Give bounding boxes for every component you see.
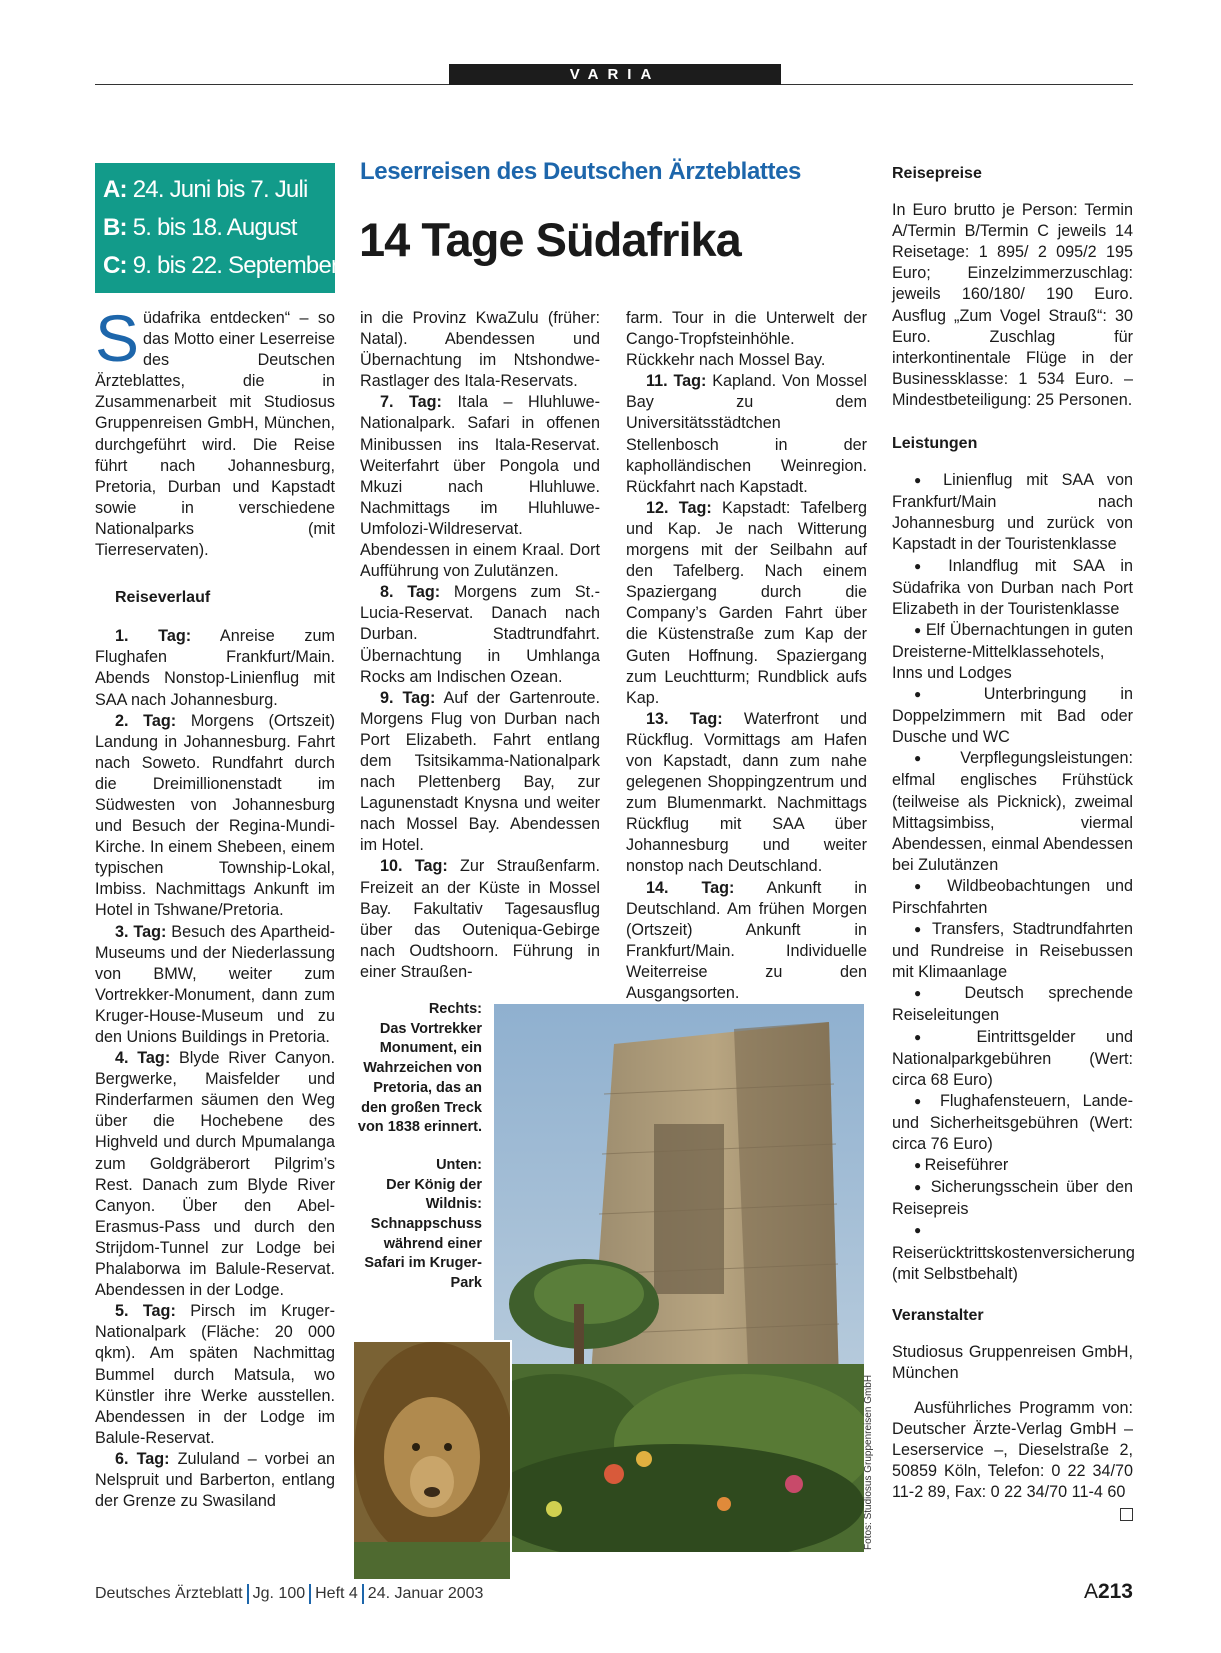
organizer-name: Studiosus Gruppenreisen GmbH, München xyxy=(892,1342,1133,1382)
service-item: ● Reiseführer xyxy=(892,1155,1133,1177)
caption-below-text: Der König der Wildnis: Schnappschuss während einer Safari im Kruger-Park xyxy=(364,1176,482,1292)
footer-separator xyxy=(362,1584,364,1604)
footer xyxy=(95,1584,483,1604)
photo-credit: Fotos: Studiosus Gruppenreisen GmbH xyxy=(863,1374,874,1550)
day-6: 6. Tag: Zululand – vorbei an Nelspruit und Barberton, entlang der Grenze zu Swasiland xyxy=(95,1449,336,1511)
footer-separator xyxy=(309,1584,311,1604)
service-item: ● Elf Übernachtungen in guten Dreisterne-Mittelklassehotels, Inns und Lodges xyxy=(892,620,1133,684)
service-item: ● Transfers, Stadtrundfahrten und Rundreise in Reisebussen mit Klimaanlage xyxy=(892,919,1133,983)
day-4: 4. Tag: Blyde River Canyon. Bergwerke, Maisfelder und Rinderfarmen säumen den Weg über die Hochebene des Highveld und durch Mpumalanga zum Goldgräberort Pilgrim’s Rest. Danach zum Blyde River Canyon. Über den Abel-Erasmus-Pass und durch den Strijdom-Tunnel zur Lodge bei Phalaborwa im Balule-Reservat. Abendessen in der Lodge. xyxy=(95,1049,336,1300)
service-item: ● Wildbeobachtungen und Pirschfahrten xyxy=(892,876,1133,919)
caption-right-text: Das Vortrekker Monument, ein Wahrzeichen von Pretoria, das an den großen Treck von 1838 erinnert. xyxy=(357,1020,482,1136)
drop-cap: S xyxy=(95,301,140,375)
service-item: ● Eintrittsgelder und Nationalparkgebühren (Wert: circa 68 Euro) xyxy=(892,1027,1133,1091)
section-label: VARIA xyxy=(449,64,781,85)
service-item: ● Reiserücktrittskostenversicherung (mit Selbstbehalt) xyxy=(892,1220,1133,1284)
service-item: ● Flughafensteuern, Lande- und Sicherheitsgebühren (Wert: circa 76 Euro) xyxy=(892,1091,1133,1155)
organizer-contact: Ausführliches Programm von: Deutscher Ärzte-Verlag GmbH – Leserservice –, Dieselstraße 2, 50859 Köln, Telefon: 0 22 34/70 11-2 89, Fax: 0 22 34/70 11-4 60 xyxy=(892,1398,1133,1503)
column-3 xyxy=(626,308,867,1004)
info-column xyxy=(892,163,1133,1521)
day-6-continued: in die Provinz KwaZulu (früher: Natal). Abendessen und Übernachtung im Ntshondwe-Rastlager des Itala-Reservats. xyxy=(360,309,600,391)
day-2: 2. Tag: Morgens (Ortszeit) Landung in Johannesburg. Fahrt nach Soweto. Rundfahrt durch die Dreimillionenstadt im Südwesten von Johannesburg und Besuch der Regina-Mundi-Kirche. In einem Shebeen, einem typischen Township-Lokal, Imbiss. Nachmittags Ankunft im Hotel in Tshwane/Pretoria. xyxy=(95,711,336,920)
caption-right-label: Rechts: xyxy=(428,1001,482,1017)
date-row-c: C: 9. bis 22. September xyxy=(103,252,339,279)
article-kicker: Leserreisen des Deutschen Ärzteblattes xyxy=(360,158,801,185)
column-1 xyxy=(95,301,336,1512)
footer-separator xyxy=(247,1584,249,1604)
vortrekker-monument-photo xyxy=(494,1004,864,1552)
photo-caption xyxy=(352,1000,482,1294)
service-item: ● Linienflug mit SAA von Frankfurt/Main nach Johannesburg und zurück von Kapstadt in der Touristenklasse xyxy=(892,470,1133,555)
day-13: 13. Tag: Waterfront und Rückflug. Vormittags am Hafen von Kapstadt, dann zum nahe gelegenen Shoppingzentrum und zum Blumenmarkt. Nachmittags Rückflug mit SAA über Johannesburg und weiter nonstop nach Deutschland. xyxy=(626,709,867,876)
intro-paragraph: Südafrika entdecken“ – so das Motto einer Leserreise des Deutschen Ärzteblattes, die in Zusammenarbeit mit Studiosus Gruppenreisen GmbH, München, durchgeführt wird. Die Reise führt nach Johannesburg, Pretoria, Durban und Kapstadt sowie in verschiedene Nationalparks (mit Tierreservaten). xyxy=(95,301,335,560)
itinerary-heading: Reiseverlauf xyxy=(115,589,211,607)
prices-heading: Reisepreise xyxy=(892,165,982,182)
service-item: ● Unterbringung in Doppelzimmern mit Bad oder Dusche und WC xyxy=(892,684,1133,748)
column-2 xyxy=(360,308,600,983)
service-item: ● Verpflegungsleistungen: elfmal englisches Frühstück (teilweise als Picknick), zweimal Mittagsimbiss, viermal Abendessen, einmal Abendessen bei Zulutänzen xyxy=(892,748,1133,876)
day-10-continued: farm. Tour in die Unterwelt der Cango-Tropfsteinhöhle. Rückkehr nach Mossel Bay. xyxy=(626,309,867,370)
day-1: 1. Tag: Anreise zum Flughafen Frankfurt/Main. Abends Nonstop-Linienflug mit SAA nach Johannesburg. xyxy=(95,627,336,709)
day-12: 12. Tag: Kapstadt: Tafelberg und Kap. Je nach Witterung morgens mit der Seilbahn auf den Tafelberg. Nach einem Spaziergang durch die Company’s Garden Fahrt über die Küstenstraße zum Kap der Guten Hoffnung. Spaziergang zum Leuchtturm; Rundblick aufs Kap. xyxy=(626,498,867,707)
journal-name: Deutsches Ärzteblatt xyxy=(95,1585,243,1603)
day-5: 5. Tag: Pirsch im Kruger-Nationalpark (Fläche: 20 000 qkm). Am späten Nachmittag Bummel durch Matsula, wo Künstler ihre Werke ausstellen. Abendessen in der Lodge im Balule-Reservat. xyxy=(95,1302,335,1447)
day-7: 7. Tag: Itala – Hluhluwe-Nationalpark. Safari in offenen Minibussen ins Itala-Reservat. Weiterfahrt über Pongola und Mkuzi nach Hluhluwe. Nachmittags im Hluhluwe-Umfolozi-Wildreservat. Abendessen in einem Kraal. Dort Aufführung von Zulutänzen. xyxy=(360,393,600,581)
day-9: 9. Tag: Auf der Gartenroute. Morgens Flug von Durban nach Port Elizabeth. Fahrt entlang dem Tsitsikamma-Nationalpark nach Plettenberg Bay, zur Lagunenstadt Knysna und weiter nach Mossel Bay. Abendessen im Hotel. xyxy=(360,688,601,855)
day-8: 8. Tag: Morgens zum St.-Lucia-Reservat. Danach nach Durban. Stadtrundfahrt. Übernachtung in Umhlanga Rocks am Indischen Ozean. xyxy=(360,583,601,686)
day-3: 3. Tag: Besuch des Apartheid-Museums und der Niederlassung von BMW, weiter zum Vortrekker-Monument, dann zum Kruger-House-Museum und zu den Unions Buildings in Pretoria. xyxy=(95,922,335,1046)
journal-issue: Heft 4 xyxy=(315,1585,358,1603)
organizer-heading: Veranstalter xyxy=(892,1306,984,1324)
day-14: 14. Tag: Ankunft in Deutschland. Am frühen Morgen (Ortszeit) Ankunft in Frankfurt/Main. Individuelle Weiterreise zu den Ausgangsorten. xyxy=(626,878,867,1002)
date-row-a: A: 24. Juni bis 7. Juli xyxy=(103,176,308,203)
journal-date: 24. Januar 2003 xyxy=(367,1585,484,1603)
page-number: A213 xyxy=(1083,1580,1133,1603)
service-item: ● Deutsch sprechende Reiseleitungen xyxy=(892,983,1133,1026)
services-list xyxy=(892,470,1133,1285)
service-item: ● Inlandflug mit SAA in Südafrika von Durban nach Port Elizabeth in der Touristenklasse xyxy=(892,556,1133,620)
day-11: 11. Tag: Kapland. Von Mossel Bay zu dem Universitätsstädtchen Stellenbosch in der kapholländischen Weinregion. Rückfahrt nach Kapstadt. xyxy=(626,372,867,496)
day-10: 10. Tag: Zur Straußenfarm. Freizeit an der Küste in Mossel Bay. Fakultativ Tagesausflug über das Outeniqua-Gebirge nach Oudtshoorn. Führung in einer Straußen- xyxy=(360,857,600,981)
services-heading: Leistungen xyxy=(892,435,978,453)
article-title: 14 Tage Südafrika xyxy=(359,213,741,266)
travel-dates-box xyxy=(95,163,339,293)
date-row-b: B: 5. bis 18. August xyxy=(103,214,297,241)
prices-text: In Euro brutto je Person: Termin A/Termin B/Termin C jeweils 14 Reisetage: 1 895/ 2 095/2 195 Euro; Einzelzimmerzuschlag: jeweils 160/180/ 190 Euro. Ausflug „Zum Vogel Strauß“: 30 Euro. Zuschlag für interkontinentale Flüge in der Businessklasse: 1 534 Euro. – Mindestbeteiligung: 25 Personen. xyxy=(892,201,1133,409)
journal-volume: Jg. 100 xyxy=(252,1585,306,1603)
lion-photo xyxy=(352,1340,512,1581)
service-item: ● Sicherungsschein über den Reisepreis xyxy=(892,1177,1133,1220)
caption-below-label: Unten: xyxy=(436,1156,482,1173)
end-mark-icon xyxy=(1120,1508,1133,1521)
